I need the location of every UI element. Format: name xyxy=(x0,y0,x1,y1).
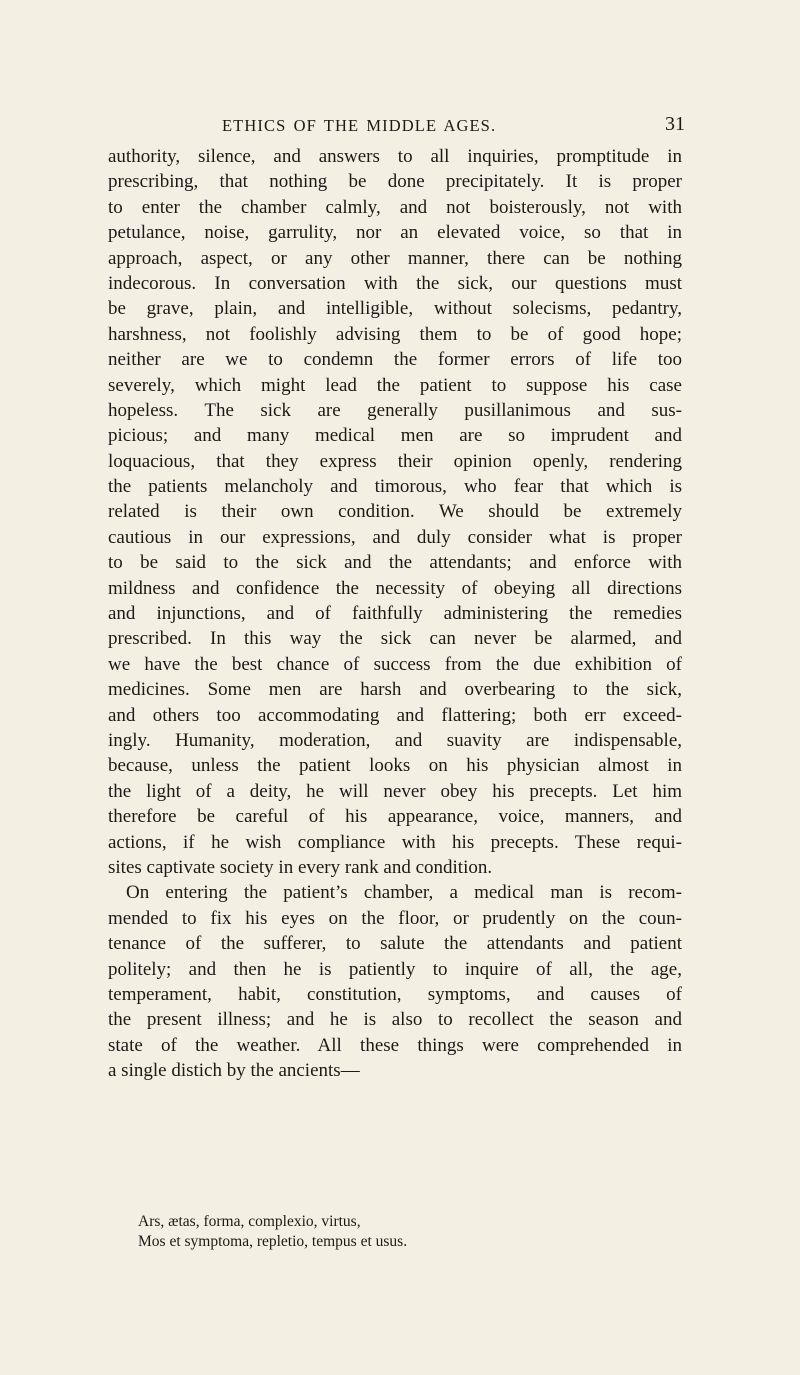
text-line: we have the best chance of success from the due exhibition of xyxy=(108,653,682,675)
text-line: therefore be careful of his appearance, voice, manners, and xyxy=(108,806,682,828)
text-line: neither are we to condemn the former errors of life too xyxy=(108,349,682,371)
text-line: to enter the chamber calmly, and not boisterously, not with xyxy=(108,196,682,218)
verse-line: Ars, ætas, forma, complexio, virtus, xyxy=(138,1213,361,1230)
text-line: the light of a deity, he will never obey his precepts. Let him xyxy=(108,780,682,802)
body-text xyxy=(108,144,682,1083)
text-line: hopeless. The sick are generally pusillanimous and sus- xyxy=(108,399,682,421)
text-line: related is their own condition. We should be extremely xyxy=(108,501,682,523)
text-line: actions, if he wish compliance with his precepts. These requi- xyxy=(108,831,682,853)
text-line: petulance, noise, garrulity, nor an elevated voice, so that in xyxy=(108,222,682,244)
text-line: indecorous. In conversation with the sick, our questions must xyxy=(108,272,682,294)
text-line: politely; and then he is patiently to inquire of all, the age, xyxy=(108,958,682,980)
text-line-paragraph-end: a single distich by the ancients— xyxy=(108,1060,360,1082)
text-line: approach, aspect, or any other manner, there can be nothing xyxy=(108,247,682,269)
text-line: loquacious, that they express their opinion openly, rendering xyxy=(108,450,682,472)
text-line-paragraph-end: sites captivate society in every rank and condition. xyxy=(108,856,493,878)
text-line: mended to fix his eyes on the floor, or prudently on the coun- xyxy=(108,907,682,929)
text-line: to be said to the sick and the attendants; and enforce with xyxy=(108,552,682,574)
text-line: because, unless the patient looks on his physician almost in xyxy=(108,755,682,777)
text-line: temperament, habit, constitution, symptoms, and causes of xyxy=(108,983,682,1005)
text-line: the patients melancholy and timorous, who fear that which is xyxy=(108,476,682,498)
verse-line: Mos et symptoma, repletio, tempus et usus. xyxy=(138,1233,408,1250)
text-line: and others too accommodating and flattering; both err exceed- xyxy=(108,704,682,726)
text-line-paragraph-start: On entering the patient’s chamber, a medical man is recom- xyxy=(126,882,682,904)
text-line: authority, silence, and answers to all inquiries, promptitude in xyxy=(108,146,682,167)
text-line: prescribed. In this way the sick can never be alarmed, and xyxy=(108,628,682,650)
page-number: 31 xyxy=(665,113,685,135)
text-line: state of the weather. All these things were comprehended in xyxy=(108,1034,682,1056)
text-line: harshness, not foolishly advising them to be of good hope; xyxy=(108,323,682,345)
text-line: and injunctions, and of faithfully administering the remedies xyxy=(108,603,682,625)
text-line: picious; and many medical men are so imprudent and xyxy=(108,425,682,447)
text-line: ingly. Humanity, moderation, and suavity are indispensable, xyxy=(108,729,682,751)
text-line: medicines. Some men are harsh and overbearing to the sick, xyxy=(108,679,682,701)
text-line: the present illness; and he is also to recollect the season and xyxy=(108,1009,682,1031)
running-head-title: ETHICS OF THE MIDDLE AGES. xyxy=(222,116,497,135)
text-line: prescribing, that nothing be done precipitately. It is proper xyxy=(108,171,682,193)
latin-distich xyxy=(138,1212,658,1252)
text-line: tenance of the sufferer, to salute the attendants and patient xyxy=(108,933,682,955)
text-line: be grave, plain, and intelligible, without solecisms, pedantry, xyxy=(108,298,682,320)
text-line: mildness and confidence the necessity of obeying all directions xyxy=(108,577,682,599)
text-line: cautious in our expressions, and duly consider what is proper xyxy=(108,526,682,548)
running-head xyxy=(0,113,800,140)
text-line: severely, which might lead the patient to suppose his case xyxy=(108,374,682,396)
